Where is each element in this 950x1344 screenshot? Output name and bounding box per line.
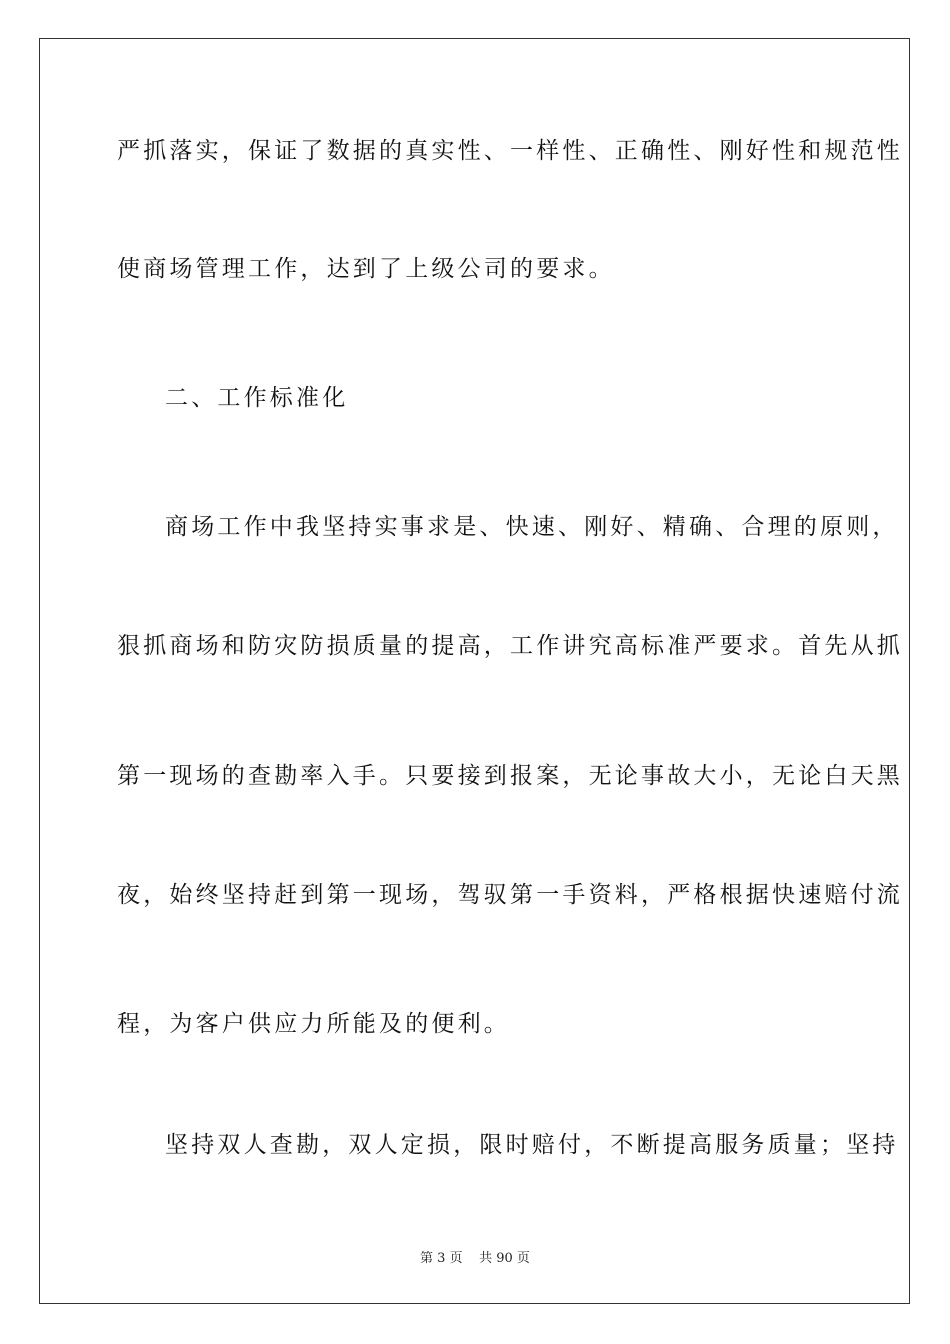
text-line-8: 程，为客户供应力所能及的便利。	[117, 1011, 510, 1037]
text-line-5: 狠抓商场和防灾防损质量的提高，工作讲究高标准严要求。首先从抓	[117, 633, 903, 659]
text-line-2: 使商场管理工作，达到了上级公司的要求。	[117, 256, 615, 282]
text-line-4: 商场工作中我坚持实事求是、快速、刚好、精确、合理的原则，	[165, 514, 899, 540]
text-line-7: 夜，始终坚持赶到第一现场，驾驭第一手资料，严格根据快速赔付流	[117, 882, 903, 908]
section-heading: 二、工作标准化	[165, 385, 349, 411]
text-line-6: 第一现场的查勘率入手。只要接到报案，无论事故大小，无论白天黑	[117, 763, 903, 789]
page-footer	[0, 1247, 950, 1266]
page-frame	[39, 38, 910, 1304]
text-line-1: 严抓落实，保证了数据的真实性、一样性、正确性、刚好性和规范性	[117, 138, 903, 164]
page-number: 第 3 页	[420, 1251, 463, 1266]
text-line-9: 坚持双人查勘，双人定损，限时赔付，不断提高服务质量；坚持	[165, 1132, 899, 1158]
page-total: 共 90 页	[479, 1251, 530, 1266]
